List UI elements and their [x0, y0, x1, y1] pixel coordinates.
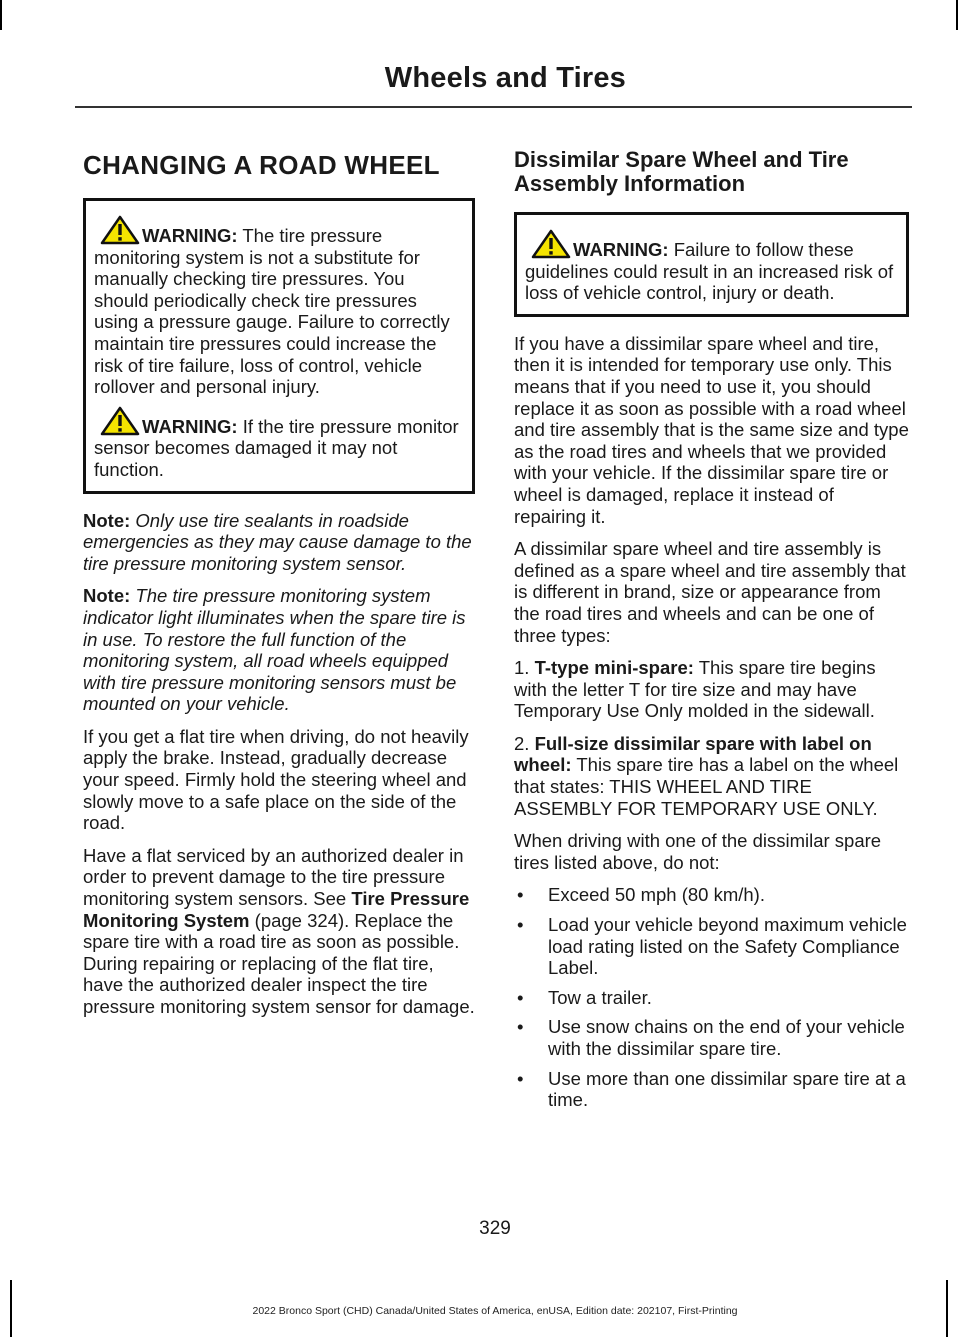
warning-label: WARNING:	[142, 415, 238, 437]
restrictions-list	[514, 884, 909, 1110]
warning-paragraph	[94, 215, 464, 398]
list-item-text: Exceed 50 mph (80 km/h).	[548, 884, 765, 906]
list-item	[514, 914, 909, 979]
list-item-text: Load your vehicle beyond maximum vehicle load rating listed on the Safety Compliance Label.	[548, 914, 907, 979]
type-label: T-type mini-spare:	[534, 657, 694, 679]
note-paragraph	[83, 510, 475, 575]
note-label: Note:	[83, 585, 131, 607]
bullet: •	[517, 1016, 524, 1038]
type-item	[514, 657, 909, 722]
warning-text: If the tire pressure monitor sensor becomes damaged it may not function.	[94, 415, 459, 480]
note-label: Note:	[83, 509, 131, 531]
warning-box	[514, 212, 909, 317]
type-text: This spare tire has a label on the wheel that states: THIS WHEEL AND TIRE ASSEMBLY FOR TEMPORARY USE ONLY.	[514, 754, 899, 819]
page-number: 329	[479, 1218, 511, 1239]
warning-label: WARNING:	[573, 239, 669, 260]
body-paragraph: A dissimilar spare wheel and tire assembly is defined as a spare wheel and tire assembly that is different in brand, size or appearance from the road tires and wheels and can be one of three types:	[514, 538, 906, 646]
type-item	[514, 733, 909, 819]
bullet: •	[517, 1067, 524, 1089]
warning-paragraph	[94, 406, 464, 481]
warning-triangle-icon	[531, 229, 571, 259]
body-text: (page 324). Replace the spare tire with a road tire as soon as possible. During repairing or replacing of the flat tire, have the authorized dealer inspect the tire pressure monitoring system sensor for damage.	[83, 909, 475, 1017]
body-paragraph: If you have a dissimilar spare wheel and tire, then it is intended for temporary use only. This means that if you need to use it, you should replace it as soon as possible with a road wheel and tire assembly that is the same size and type as the road tires and wheels that we provided with your vehicle. If the dissimilar spare tire or wheel is damaged, replace it instead of repairing it.	[514, 332, 909, 527]
warning-label: WARNING:	[142, 225, 238, 246]
body-text: Have a flat serviced by an authorized dealer in order to prevent damage to the tire pressure monitoring system sensors. See	[83, 844, 464, 910]
list-item	[514, 1068, 909, 1111]
left-column	[83, 148, 475, 1029]
page-header-title: Wheels and Tires	[384, 62, 626, 94]
section-heading: CHANGING A ROAD WHEEL	[83, 150, 440, 180]
list-item-text: Use snow chains on the end of your vehicle with the dissimilar spare tire.	[548, 1016, 905, 1059]
right-column	[514, 148, 909, 1119]
warning-triangle-icon	[100, 406, 140, 436]
bullet: •	[517, 884, 524, 906]
warning-paragraph	[525, 229, 898, 304]
note-text: Only use tire sealants in roadside emergencies as they may cause damage to the tire pressure monitoring system sensor.	[83, 509, 472, 574]
body-paragraph: If you get a flat tire when driving, do not heavily apply the brake. Instead, gradually decrease your speed. Firmly hold the steering wheel and slowly move to a safe place on the side of the road.	[83, 725, 469, 834]
subsection-heading: Dissimilar Spare Wheel and Tire Assembly Information	[514, 147, 849, 196]
note-paragraph	[83, 585, 475, 715]
footer-text: 2022 Bronco Sport (CHD) Canada/United States of America, enUSA, Edition date: 202107, First-Printing	[252, 1305, 738, 1317]
list-item	[514, 987, 909, 1009]
list-item	[514, 884, 909, 906]
header-rule	[75, 106, 912, 108]
body-paragraph: When driving with one of the dissimilar spare tires listed above, do not:	[514, 830, 882, 873]
warning-text: The tire pressure monitoring system is not a substitute for manually checking tire pressures. You should periodically check tire pressures using a pressure gauge. Failure to correctly maintain tire pressures could increase the risk of tire failure, loss of control, vehicle rollover and personal injury.	[94, 225, 450, 398]
bullet: •	[517, 914, 524, 936]
list-item	[514, 1016, 909, 1059]
body-paragraph	[83, 845, 475, 1018]
list-item-text: Tow a trailer.	[548, 986, 652, 1008]
crop-mark-top-left	[0, 0, 2, 30]
warning-box	[83, 198, 475, 494]
note-text: The tire pressure monitoring system indicator light illuminates when the spare tire is in use. To restore the full function of the monitoring system, all road wheels equipped with tire pressure monitoring sensors must be mounted on your vehicle.	[83, 585, 466, 715]
bullet: •	[517, 986, 524, 1008]
type-number: 2.	[514, 732, 535, 754]
type-text: This spare tire begins with the letter T for tire size and may have Temporary Use Only molded in the sidewall.	[514, 657, 876, 722]
warning-triangle-icon	[100, 215, 140, 245]
type-number: 1.	[514, 657, 535, 679]
cross-reference-link[interactable]: Tire Pressure Monitoring System	[83, 888, 470, 931]
warning-text: Failure to follow these guidelines could result in an increased risk of loss of vehicle control, injury or death.	[525, 239, 894, 304]
list-item-text: Use more than one dissimilar spare tire at a time.	[548, 1067, 906, 1111]
type-label: Full-size dissimilar spare with label on wheel:	[514, 732, 872, 776]
crop-mark-top-right	[956, 0, 958, 30]
